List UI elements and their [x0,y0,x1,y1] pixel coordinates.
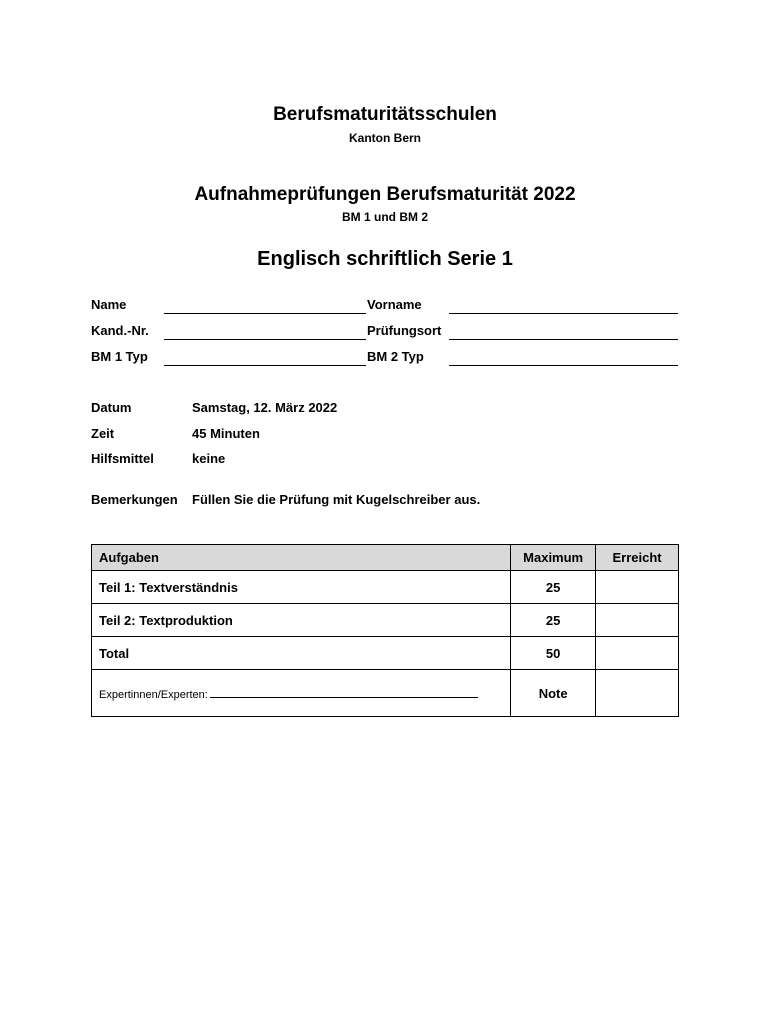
max-cell: 25 [511,571,596,604]
bm2-typ-label: BM 2 Typ [367,349,424,364]
grades-table [91,544,679,717]
expert-row [92,670,679,717]
max-cell: 50 [511,637,596,670]
zeit-label: Zeit [91,426,115,441]
note-label: Note [511,670,596,717]
task-cell: Total [92,637,511,670]
vorname-line[interactable] [449,313,678,314]
name-line[interactable] [164,313,366,314]
expert-label: Expertinnen/Experten: [99,688,208,701]
header-aufgaben: Aufgaben [92,545,511,571]
bm1-typ-line[interactable] [164,365,366,366]
table-row [92,604,679,637]
header-maximum: Maximum [511,545,596,571]
bemerkungen-value: Füllen Sie die Prüfung mit Kugelschreiber aus. [192,492,481,507]
score-cell[interactable] [596,604,679,637]
canton-subtitle: Kanton Bern [349,131,421,145]
expert-cell [92,670,511,717]
hilfsmittel-label: Hilfsmittel [91,451,154,466]
pruefungsort-label: Prüfungsort [367,323,442,338]
bm1-typ-label: BM 1 Typ [91,349,148,364]
vorname-label: Vorname [367,297,422,312]
score-cell[interactable] [596,571,679,604]
max-cell: 25 [511,604,596,637]
pruefungsort-line[interactable] [449,339,678,340]
note-cell[interactable] [596,670,679,717]
kand-nr-label: Kand.-Nr. [91,323,149,338]
table-row [92,637,679,670]
kand-nr-line[interactable] [164,339,366,340]
task-cell: Teil 2: Textproduktion [92,604,511,637]
header-erreicht: Erreicht [596,545,679,571]
datum-label: Datum [91,400,132,415]
expert-signature-line[interactable] [210,687,478,698]
score-cell[interactable] [596,637,679,670]
school-title: Berufsmaturitätsschulen [273,104,497,125]
bm2-typ-line[interactable] [449,365,678,366]
table-header-row [92,545,679,571]
subject-title: Englisch schriftlich Serie 1 [257,248,513,270]
task-cell: Teil 1: Textverständnis [92,571,511,604]
exam-title: Aufnahmeprüfungen Berufsmaturität 2022 [194,184,576,205]
table-row [92,571,679,604]
hilfsmittel-value: keine [192,451,226,466]
zeit-value: 45 Minuten [192,426,260,441]
name-label: Name [91,297,127,312]
bm-types-subtitle: BM 1 und BM 2 [342,210,428,224]
datum-value: Samstag, 12. März 2022 [192,400,338,415]
bemerkungen-label: Bemerkungen [91,492,178,507]
